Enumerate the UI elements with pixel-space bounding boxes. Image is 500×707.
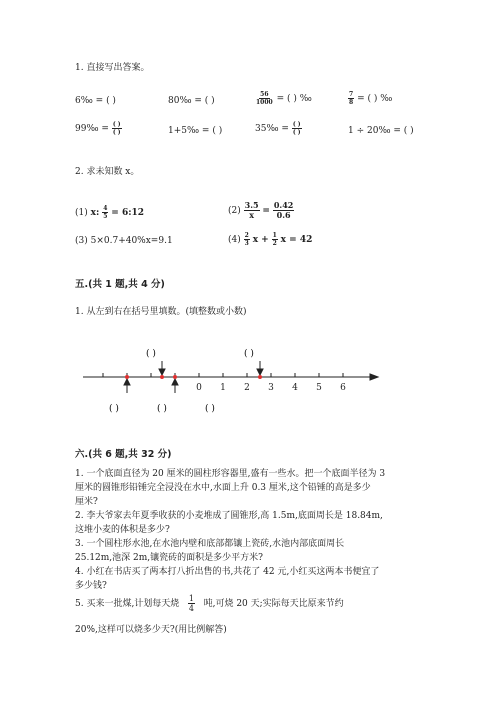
tick-label: 2 <box>244 383 250 393</box>
q1-item-8: 1 ÷ 20‰ = ( ) <box>348 126 414 136</box>
top-paren-2: ( ) <box>244 349 254 359</box>
bottom-paren-1: ( ) <box>109 404 119 414</box>
fraction: $\frac{( )}{( )}$ <box>292 121 301 136</box>
q2-eq-3: (3) 5×0.7+40%x=9.1 <box>75 236 173 246</box>
fraction: $\frac{4}{5}$ <box>103 205 108 220</box>
q1-item-5: 99‰ = $\frac{( )}{( )}$ <box>75 121 121 136</box>
problem-4: 4. 小红在书店买了两本打八折出售的书,共花了 42 元,小红买这两本书便宜了 多少钱? <box>75 567 380 591</box>
number-line <box>0 340 500 420</box>
section-5-question: 1. 从左到右在括号里填数。(填整数或小数) <box>75 307 247 317</box>
point-marker <box>125 375 129 379</box>
q1-item-4: $\frac{7}{8}$ = ( ) ‰ <box>349 91 393 106</box>
q2-eq-1: (1) x: $\frac{4}{5}$ = 6:12 <box>75 205 145 220</box>
tick-label: 5 <box>316 383 322 393</box>
bottom-paren-2: ( ) <box>157 404 167 414</box>
fraction: $\frac{2}{3}$ <box>244 232 249 247</box>
fraction: $\frac{1}{4}$ <box>188 594 194 613</box>
q1-item-2: 80‰ = ( ) <box>168 96 215 106</box>
tick-label: 3 <box>268 383 274 393</box>
fraction: $\frac{7}{8}$ <box>349 91 354 106</box>
bottom-paren-3: ( ) <box>205 404 215 414</box>
problem-5-line-2: 20%,这样可以烧多少天?(用比例解答) <box>75 625 227 635</box>
fraction: $\frac{1}{2}$ <box>272 232 277 247</box>
q2-eq-2: (2) $\frac{3.5}{x}$ = $\frac{0.42}{0.6}$ <box>228 200 294 220</box>
tick-label: 0 <box>196 383 202 393</box>
fraction: $\frac{56}{1000}$ <box>256 91 273 106</box>
q1-item-3: $\frac{56}{1000}$ = ( ) ‰ <box>256 91 312 106</box>
point-marker <box>173 375 177 379</box>
tick-label: 1 <box>220 383 226 393</box>
problem-2: 2. 李大爷家去年夏季收获的小麦堆成了圆锥形,高 1.5m,底面周长是 18.84m, 这堆小麦的体积是多少? <box>75 511 383 535</box>
fraction: $\frac{0.42}{0.6}$ <box>273 200 294 220</box>
point-marker <box>160 375 164 379</box>
q1-item-1: 6‰ = ( ) <box>75 96 116 106</box>
axis-arrow-icon <box>370 374 378 380</box>
q1-item-7: 35‰ = $\frac{( )}{( )}$ <box>255 121 301 136</box>
problem-5-line-1: 5. 买来一批煤,计划每天烧 $\frac{1}{4}$ 吨,可烧 20 天;实际每天比原来节约 <box>75 594 344 613</box>
q1-item-6: 1+5‰ = ( ) <box>168 126 223 136</box>
q2-eq-4: (4) $\frac{2}{3}$ x + $\frac{1}{2}$ x = 42 <box>228 232 313 247</box>
point-marker <box>258 375 262 379</box>
q2-heading: 2. 求未知数 x。 <box>75 167 140 177</box>
fraction: $\frac{( )}{( )}$ <box>112 121 121 136</box>
tick-label: 6 <box>340 383 346 393</box>
fraction: $\frac{3.5}{x}$ <box>244 200 259 220</box>
section-5-title: 五.(共 1 题,共 4 分) <box>75 279 165 290</box>
problem-1: 1. 一个底面直径为 20 厘米的圆柱形容器里,盛有一些水。把一个底面半径为 3 厘米的圆锥形铅锤完全浸没在水中,水面上升 0.3 厘米,这个铅锤的高是多少 厘米? <box>75 469 386 507</box>
q1-heading: 1. 直接写出答案。 <box>75 63 150 73</box>
top-paren-1: ( ) <box>146 349 156 359</box>
tick-label: 4 <box>292 383 298 393</box>
problem-3: 3. 一个圆柱形水池,在水池内壁和底部都镶上瓷砖,水池内部底面周长 25.12m,池深 2m,镶瓷砖的面积是多少平方米? <box>75 539 345 563</box>
section-6-title: 六.(共 6 题,共 32 分) <box>75 449 172 460</box>
